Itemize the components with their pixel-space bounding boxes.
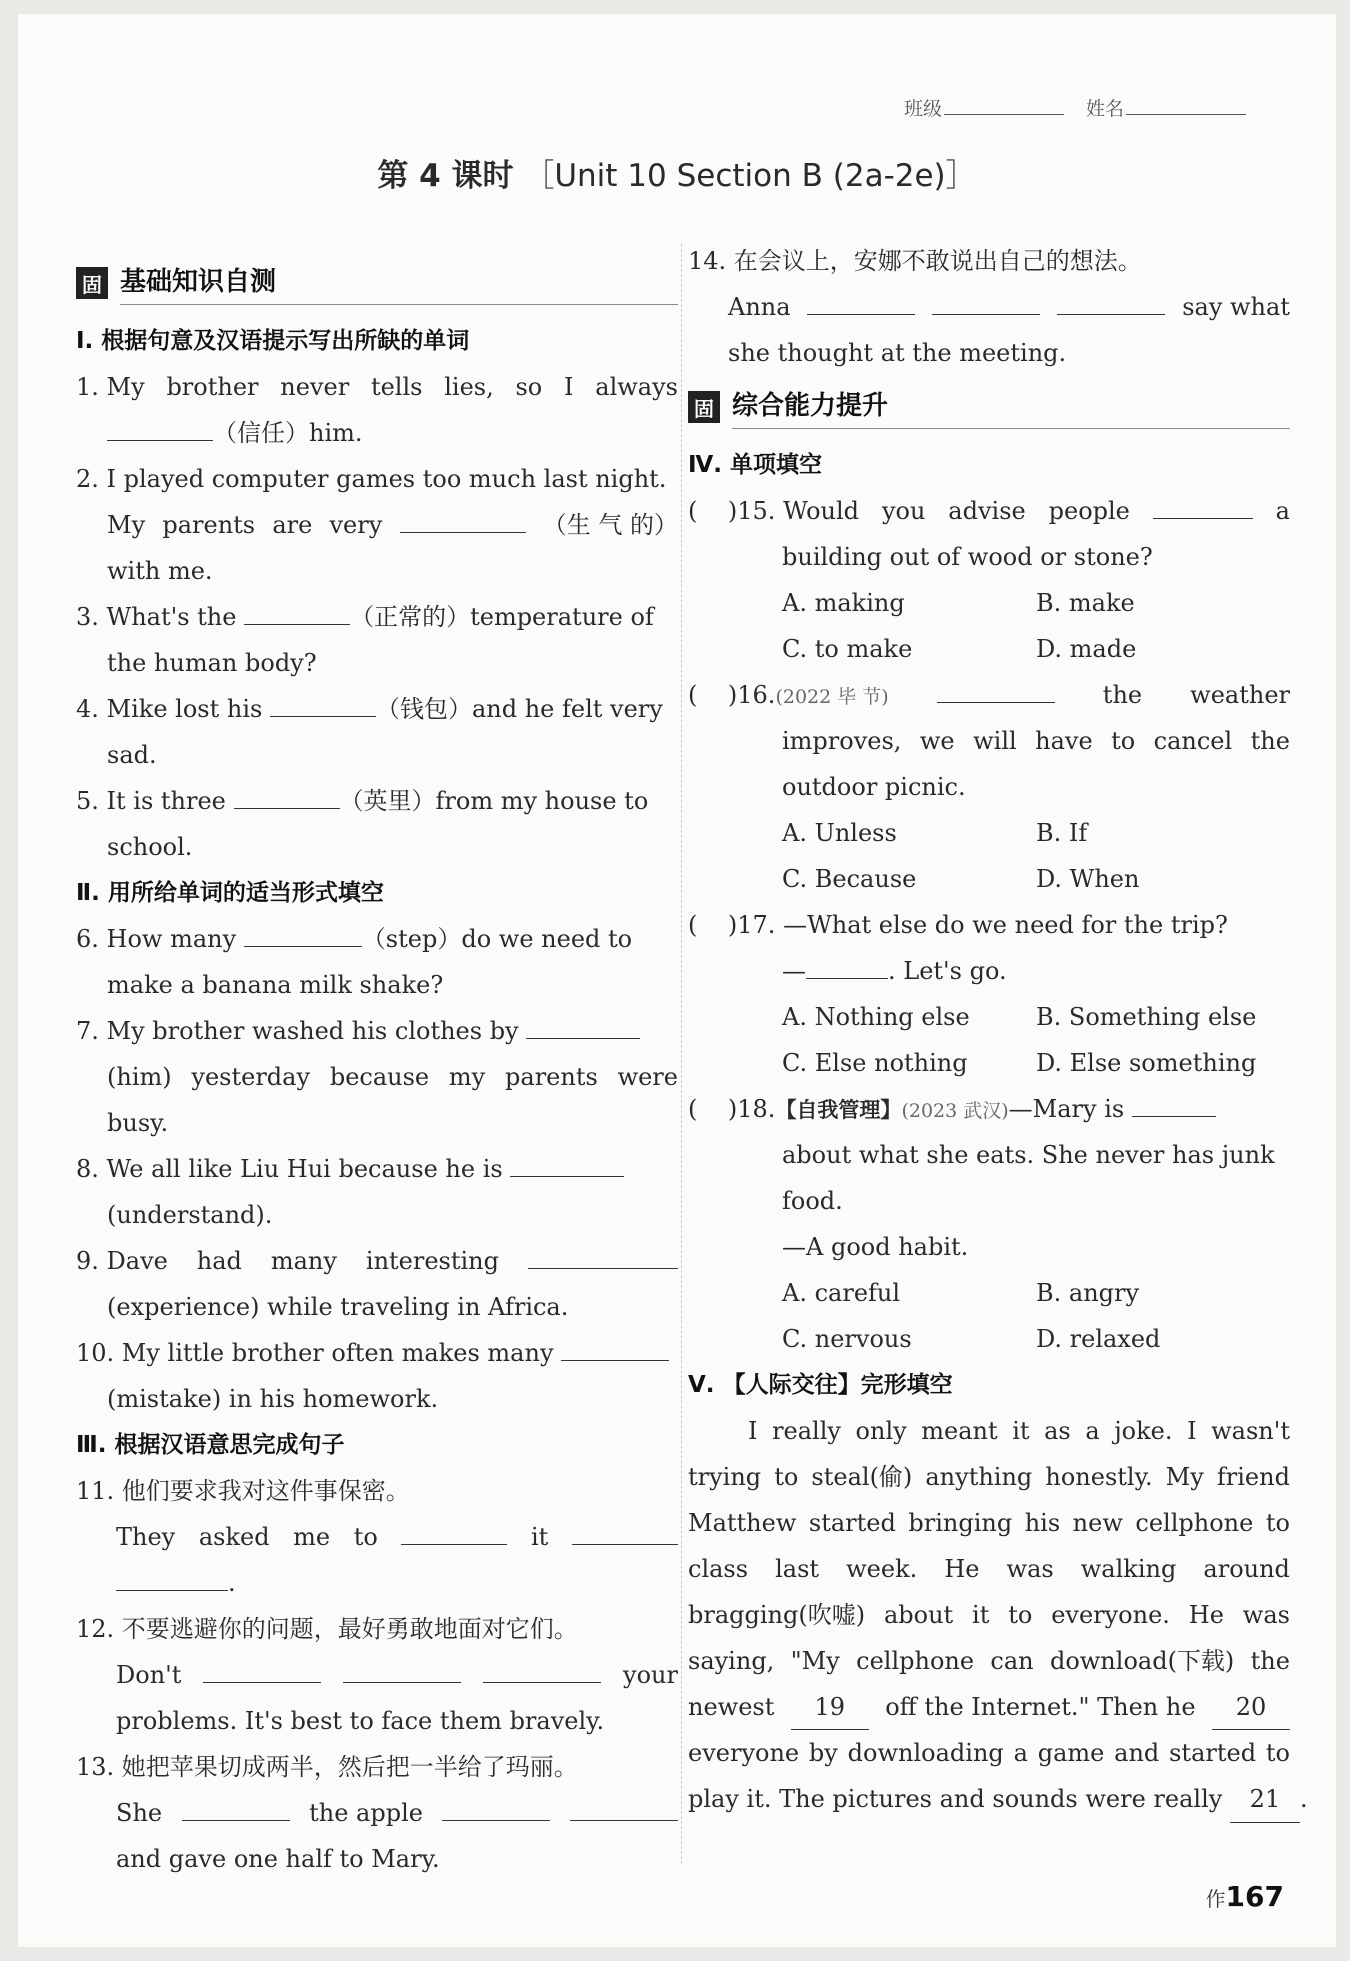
q12-line2: Don't your xyxy=(76,1652,678,1698)
passage-line7: newest 19 off the Internet." Then he 20 xyxy=(688,1684,1290,1730)
passage-line2: trying to steal(偷) anything honestly. My friend xyxy=(688,1463,1290,1491)
q6-blank[interactable] xyxy=(244,916,362,947)
option-d[interactable]: D. When xyxy=(1036,865,1140,893)
option-d[interactable]: D. Else something xyxy=(1036,1049,1257,1077)
q7-line2: (him) yesterday because my parents were xyxy=(107,1063,678,1091)
q9-line1: 9. Dave had many interesting xyxy=(76,1238,678,1284)
q7-blank[interactable] xyxy=(526,1008,640,1039)
q17-line2: — . Let's go. xyxy=(688,948,1290,994)
passage-line3: Matthew started bringing his new cellphone to xyxy=(688,1509,1290,1537)
lesson-number: 第 4 课时 xyxy=(377,158,514,194)
q14-blank3[interactable] xyxy=(1057,284,1165,315)
q16-options-2 xyxy=(688,856,1290,902)
section-comprehensive xyxy=(688,378,1290,436)
q14-blank1[interactable] xyxy=(807,284,915,315)
passage-line9: play it. The pictures and sounds were really 21 . xyxy=(688,1776,1290,1822)
q3-line1: 3. What's the （正常的）temperature of xyxy=(76,594,678,640)
q17-options-1 xyxy=(688,994,1290,1040)
column-divider xyxy=(681,244,682,1864)
cloze-blank-21[interactable]: 21 xyxy=(1230,1776,1300,1823)
page-title xyxy=(18,150,1336,195)
q2-blank[interactable] xyxy=(400,502,526,533)
part1-heading: Ⅰ. 根据句意及汉语提示写出所缺的单词 xyxy=(76,328,470,354)
q8-line1: 8. We all like Liu Hui because he is xyxy=(76,1146,678,1192)
q6-line1: 6. How many （step）do we need to xyxy=(76,916,678,962)
q9-line2: (experience) while traveling in Africa. xyxy=(107,1293,569,1321)
q13-chinese: 13. 她把苹果切成两半，然后把一半给了玛丽。 xyxy=(76,1753,578,1781)
q14-chinese: 14. 在会议上，安娜不敢说出自己的想法。 xyxy=(688,247,1142,275)
q2-line2: My parents are very （生 气 的） xyxy=(76,502,678,548)
section-title: 综合能力提升 xyxy=(732,385,1290,429)
q14-line3: she thought at the meeting. xyxy=(728,339,1067,367)
option-b[interactable]: B. make xyxy=(1036,589,1135,617)
q18-line4: —A good habit. xyxy=(782,1233,969,1261)
q3-line2: the human body? xyxy=(107,649,317,677)
cloze-blank-19[interactable]: 19 xyxy=(791,1684,869,1730)
passage-line8: everyone by downloading a game and started to xyxy=(688,1739,1290,1767)
option-a[interactable]: A. Nothing else xyxy=(782,1003,970,1031)
option-c[interactable]: C. to make xyxy=(782,635,913,663)
q18-blank[interactable] xyxy=(1132,1086,1216,1117)
q17-line1: ( )17. —What else do we need for the trip? xyxy=(688,911,1228,939)
worksheet-page xyxy=(18,14,1336,1947)
q16-line3: outdoor picnic. xyxy=(782,773,966,801)
q18-line3: food. xyxy=(782,1187,843,1215)
answer-paren[interactable]: ( )15. Would xyxy=(688,497,860,525)
option-b[interactable]: B. Something else xyxy=(1036,1003,1257,1031)
answer-paren[interactable]: ( ) xyxy=(688,911,738,939)
cloze-blank-20[interactable]: 20 xyxy=(1212,1684,1290,1730)
q11-blank3[interactable] xyxy=(116,1560,228,1591)
q3-blank[interactable] xyxy=(244,594,350,625)
q18-line1: ( )18.【自我管理】(2023 武汉)—Mary is xyxy=(688,1086,1290,1132)
option-a[interactable]: A. making xyxy=(782,589,905,617)
q18-options-2 xyxy=(688,1316,1290,1362)
q13-line2: She the apple xyxy=(76,1790,678,1836)
right-column xyxy=(688,238,1308,1822)
q5-blank[interactable] xyxy=(234,778,340,809)
class-field[interactable]: 班级 xyxy=(904,84,1064,121)
q16-line2: improves, we will have to cancel the xyxy=(782,727,1290,755)
part2-heading: Ⅱ. 用所给单词的适当形式填空 xyxy=(76,880,384,906)
section-icon: 固 xyxy=(76,267,108,299)
q8-blank[interactable] xyxy=(510,1146,624,1177)
part4-heading: Ⅳ. 单项填空 xyxy=(688,452,823,478)
q18-options-1 xyxy=(688,1270,1290,1316)
q10-blank[interactable] xyxy=(561,1330,669,1361)
option-b[interactable]: B. angry xyxy=(1036,1279,1140,1307)
q7-line3: busy. xyxy=(107,1109,169,1137)
part5-heading: Ⅴ. 【人际交往】完形填空 xyxy=(688,1372,953,1398)
option-a[interactable]: A. Unless xyxy=(782,819,897,847)
q1-blank[interactable] xyxy=(107,410,213,441)
q16-options-1 xyxy=(688,810,1290,856)
option-c[interactable]: C. Because xyxy=(782,865,917,893)
q12-blank1[interactable] xyxy=(203,1652,321,1683)
q15-blank[interactable] xyxy=(1153,488,1253,519)
q18-line2: about what she eats. She never has junk xyxy=(782,1141,1275,1169)
q10-line2: (mistake) in his homework. xyxy=(107,1385,439,1413)
option-c[interactable]: C. Else nothing xyxy=(782,1049,968,1077)
option-d[interactable]: D. relaxed xyxy=(1036,1325,1161,1353)
q2-line1: 2. I played computer games too much last night. xyxy=(76,465,667,493)
q11-blank2[interactable] xyxy=(572,1514,678,1545)
q12-blank3[interactable] xyxy=(483,1652,601,1683)
q12-chinese: 12. 不要逃避你的问题，最好勇敢地面对它们。 xyxy=(76,1615,578,1643)
q16-line1: ( )16.(2022 毕 节) the weather xyxy=(688,672,1290,718)
q12-line3: problems. It's best to face them bravely. xyxy=(116,1707,605,1735)
q13-blank1[interactable] xyxy=(182,1790,290,1821)
header-fields xyxy=(904,84,1246,121)
q14-line2: Anna say what xyxy=(688,284,1290,330)
section-title: 基础知识自测 xyxy=(120,261,678,305)
answer-paren[interactable]: ( ) xyxy=(688,1095,738,1123)
option-a[interactable]: A. careful xyxy=(782,1279,901,1307)
passage-line1: I really only meant it as a joke. I wasn't xyxy=(748,1417,1290,1445)
q1-line1: 1. My brother never tells lies, so I always xyxy=(76,373,678,401)
q16-blank[interactable] xyxy=(937,672,1055,703)
q4-line2: sad. xyxy=(107,741,157,769)
section-basic-knowledge xyxy=(76,254,678,312)
q9-blank[interactable] xyxy=(528,1238,678,1269)
q5-line2: school. xyxy=(107,833,193,861)
option-d[interactable]: D. made xyxy=(1036,635,1137,663)
q4-line1: 4. Mike lost his （钱包）and he felt very xyxy=(76,686,678,732)
q11-blank1[interactable] xyxy=(401,1514,507,1545)
q17-options-2 xyxy=(688,1040,1290,1086)
q6-line2: make a banana milk shake? xyxy=(107,971,444,999)
option-b[interactable]: B. If xyxy=(1036,819,1088,847)
name-field[interactable]: 姓名 xyxy=(1086,84,1246,121)
q2-line3: with me. xyxy=(107,557,213,585)
q15-options-2 xyxy=(688,626,1290,672)
passage-line6: saying, "My cellphone can download(下载) the xyxy=(688,1647,1290,1675)
q15-options-1 xyxy=(688,580,1290,626)
q11-line2: They asked me to it xyxy=(76,1514,678,1560)
q17-blank[interactable] xyxy=(806,948,888,979)
passage-line5: bragging(吹嘘) about it to everyone. He was xyxy=(688,1601,1290,1629)
q15-line2: building out of wood or stone? xyxy=(782,543,1153,571)
q11-line3: . xyxy=(76,1560,678,1606)
left-column xyxy=(76,252,678,1882)
q13-blank3[interactable] xyxy=(570,1790,678,1821)
part3-heading: Ⅲ. 根据汉语意思完成句子 xyxy=(76,1432,345,1458)
q13-blank2[interactable] xyxy=(442,1790,550,1821)
answer-paren[interactable]: ( )16.(2022 毕 节) xyxy=(688,681,889,709)
q11-chinese: 11. 他们要求我对这件事保密。 xyxy=(76,1477,410,1505)
q4-blank[interactable] xyxy=(270,686,376,717)
q13-line3: and gave one half to Mary. xyxy=(116,1845,440,1873)
q1-line2: （信任）him. xyxy=(76,410,678,456)
q8-line2: (understand). xyxy=(107,1201,273,1229)
q7-line1: 7. My brother washed his clothes by xyxy=(76,1008,678,1054)
q12-blank2[interactable] xyxy=(343,1652,461,1683)
section-icon: 固 xyxy=(688,391,720,423)
option-c[interactable]: C. nervous xyxy=(782,1325,912,1353)
q5-line1: 5. It is three （英里）from my house to xyxy=(76,778,678,824)
passage-line4: class last week. He was walking around xyxy=(688,1555,1290,1583)
page-number: 作167 xyxy=(1205,1880,1284,1913)
unit-title: ［Unit 10 Section B (2a-2e)］ xyxy=(523,158,977,194)
q14-blank2[interactable] xyxy=(932,284,1040,315)
q15-line1: ( )15. Would you advise people a xyxy=(688,488,1290,534)
q10-line1: 10. My little brother often makes many xyxy=(76,1330,678,1376)
